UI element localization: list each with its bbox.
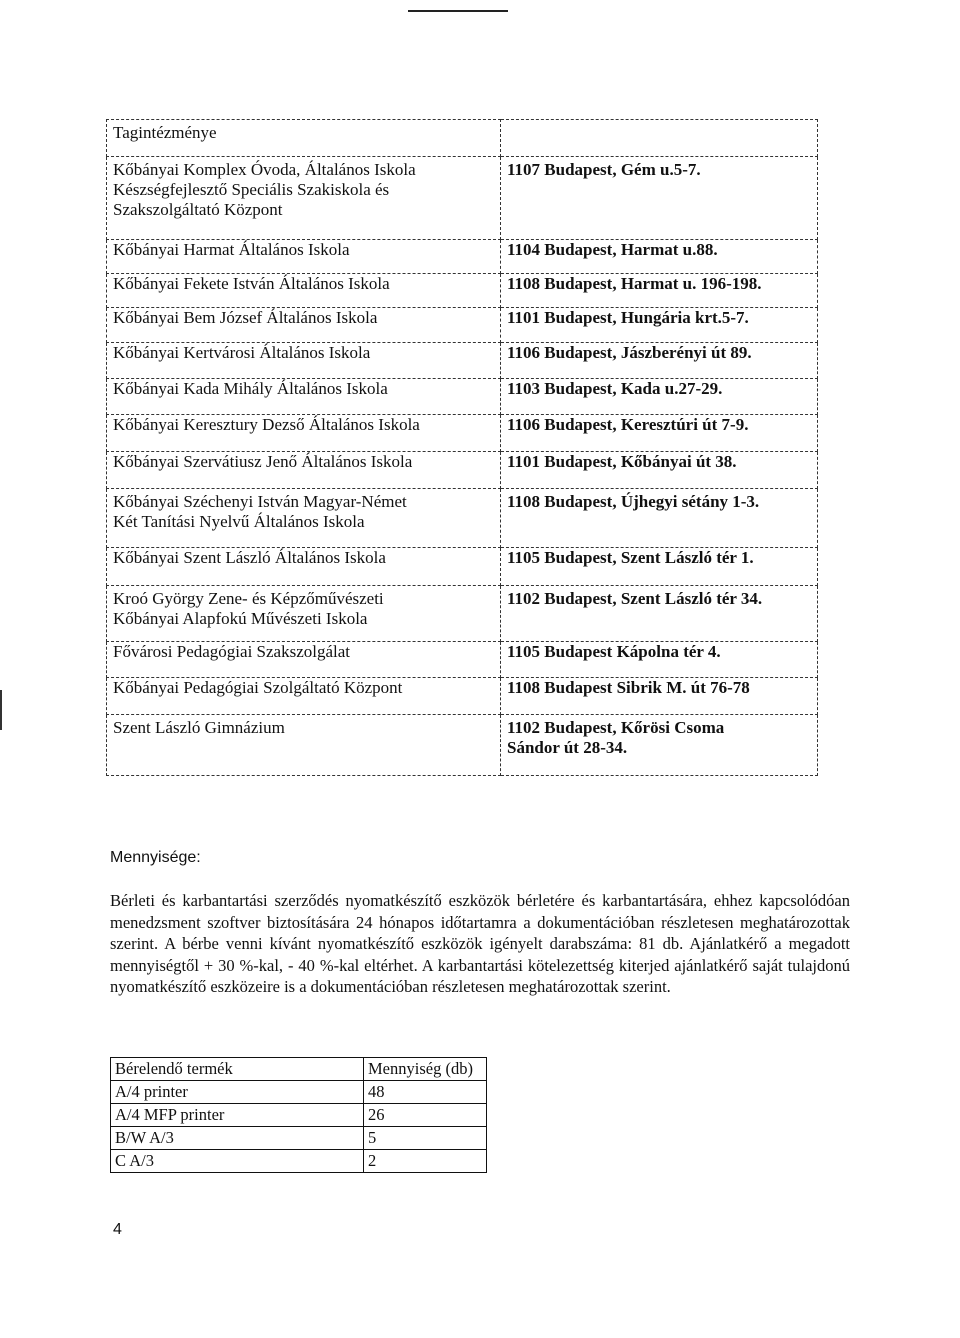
product-quantity: 48 [364, 1081, 487, 1104]
institution-address-line: 1101 Budapest, Hungária krt.5-7. [507, 308, 749, 327]
institution-address-line: Sándor út 28-34. [507, 738, 628, 757]
product-column-header: Bérelendő termék [111, 1058, 364, 1081]
institution-name-line: Két Tanítási Nyelvű Általános Iskola [113, 512, 365, 531]
institution-address [501, 343, 818, 379]
institution-name [107, 452, 501, 489]
institution-address-line: 1107 Budapest, Gém u.5-7. [507, 160, 701, 179]
product-table [110, 1057, 487, 1173]
institution-name [107, 548, 501, 586]
institution-name [107, 715, 501, 776]
institution-name [107, 678, 501, 715]
institution-name-line: Kőbányai Kada Mihály Általános Iskola [113, 379, 388, 398]
institution-name [107, 489, 501, 548]
institution-name-line: Kőbányai Alapfokú Művészeti Iskola [113, 609, 368, 628]
institution-address [501, 157, 818, 240]
institution-address [501, 548, 818, 586]
product-row [111, 1127, 487, 1150]
institution-name-line: Kőbányai Széchenyi István Magyar-Német [113, 492, 407, 511]
institution-row [107, 548, 818, 586]
institution-row [107, 642, 818, 678]
top-scan-mark [408, 10, 508, 12]
institution-column-header: Tagintézménye [107, 120, 501, 157]
institution-name [107, 379, 501, 415]
product-quantity: 2 [364, 1150, 487, 1173]
institution-name [107, 586, 501, 642]
institution-row [107, 379, 818, 415]
institution-table [106, 119, 818, 776]
institution-address-line: 1101 Budapest, Kőbányai út 38. [507, 452, 737, 471]
institution-name-line: Szakszolgáltató Központ [113, 200, 283, 219]
address-column-header [501, 120, 818, 157]
product-row [111, 1104, 487, 1127]
institution-name-line: Kőbányai Harmat Általános Iskola [113, 240, 350, 259]
institution-address [501, 308, 818, 343]
institution-name-line: Kőbányai Keresztury Dezső Általános Iskola [113, 415, 420, 434]
product-quantity: 5 [364, 1127, 487, 1150]
institution-address-line: 1102 Budapest, Szent László tér 34. [507, 589, 763, 608]
institution-address [501, 489, 818, 548]
institution-row [107, 586, 818, 642]
institution-name [107, 343, 501, 379]
institution-row [107, 678, 818, 715]
institution-name [107, 240, 501, 274]
institution-header-row [107, 120, 818, 157]
product-name: A/4 MFP printer [111, 1104, 364, 1127]
product-name: B/W A/3 [111, 1127, 364, 1150]
product-name: C A/3 [111, 1150, 364, 1173]
institution-address-line: 1108 Budapest, Újhegyi sétány 1-3. [507, 492, 760, 511]
institution-name [107, 157, 501, 240]
product-name: A/4 printer [111, 1081, 364, 1104]
institution-address-line: 1105 Budapest, Szent László tér 1. [507, 548, 754, 567]
institution-address-line: 1102 Budapest, Kőrösi Csoma [507, 718, 725, 737]
institution-row [107, 452, 818, 489]
institution-address [501, 586, 818, 642]
institution-name-line: Kőbányai Komplex Óvoda, Általános Iskola [113, 160, 416, 179]
institution-address [501, 715, 818, 776]
institution-row [107, 240, 818, 274]
institution-row [107, 415, 818, 452]
page-number: 4 [113, 1221, 122, 1238]
product-quantity: 26 [364, 1104, 487, 1127]
institution-address [501, 379, 818, 415]
institution-row [107, 157, 818, 240]
product-row [111, 1150, 487, 1173]
institution-address [501, 240, 818, 274]
institution-name-line: Kőbányai Pedagógiai Szolgáltató Központ [113, 678, 403, 697]
institution-name [107, 274, 501, 308]
institution-name-line: Kőbányai Bem József Általános Iskola [113, 308, 378, 327]
quantity-description: Bérleti és karbantartási szerződés nyomatkészítő eszközök bérletére és karbantartására, ehhez kapcsolódóan menedzsment szoftver biztosítására 24 hónapos időtartamra a dokumentációban részletesen meghatározottak szerint. A bérbe venni kívánt nyomatkészítő eszközök igényelt darabszáma: 81 db. Ajánlatkérő a megadott mennyiségtől + 30 %-kal, - 40 %-kal eltérhet. A karbantartási kötelezettség kiterjed ajánlatkérő saját tulajdonú nyomatkészítő eszközeire is a dokumentációban részletesen meghatározottak szerint. [110, 891, 850, 996]
institution-name-line: Kőbányai Kertvárosi Általános Iskola [113, 343, 371, 362]
institution-name-line: Kroó György Zene- és Képzőművészeti [113, 589, 384, 608]
institution-name-line: Kőbányai Szervátiusz Jenő Általános Iskola [113, 452, 413, 471]
institution-name-line: Kőbányai Szent László Általános Iskola [113, 548, 386, 567]
left-scan-mark [0, 690, 2, 730]
institution-row [107, 274, 818, 308]
institution-row [107, 308, 818, 343]
institution-name-line: Kőbányai Fekete István Általános Iskola [113, 274, 390, 293]
institution-name-line: Készségfejlesztő Speciális Szakiskola és [113, 180, 390, 199]
product-row [111, 1081, 487, 1104]
institution-name-line: Szent László Gimnázium [113, 718, 285, 737]
institution-row [107, 343, 818, 379]
quantity-label: Mennyisége: [110, 849, 201, 866]
institution-name [107, 415, 501, 452]
institution-name [107, 308, 501, 343]
product-header-row [111, 1058, 487, 1081]
institution-address [501, 274, 818, 308]
institution-address-line: 1103 Budapest, Kada u.27-29. [507, 379, 723, 398]
institution-address [501, 678, 818, 715]
institution-address-line: 1108 Budapest Sibrik M. út 76-78 [507, 678, 750, 697]
institution-address [501, 642, 818, 678]
institution-address-line: 1108 Budapest, Harmat u. 196-198. [507, 274, 762, 293]
institution-address-line: 1106 Budapest, Keresztúri út 7-9. [507, 415, 749, 434]
institution-address [501, 452, 818, 489]
institution-row [107, 715, 818, 776]
institution-name [107, 642, 501, 678]
quantity-column-header: Mennyiség (db) [364, 1058, 487, 1081]
institution-address-line: 1106 Budapest, Jászberényi út 89. [507, 343, 752, 362]
institution-name-line: Fővárosi Pedagógiai Szakszolgálat [113, 642, 351, 661]
institution-row [107, 489, 818, 548]
institution-address-line: 1105 Budapest Kápolna tér 4. [507, 642, 721, 661]
institution-address-line: 1104 Budapest, Harmat u.88. [507, 240, 718, 259]
institution-address [501, 415, 818, 452]
